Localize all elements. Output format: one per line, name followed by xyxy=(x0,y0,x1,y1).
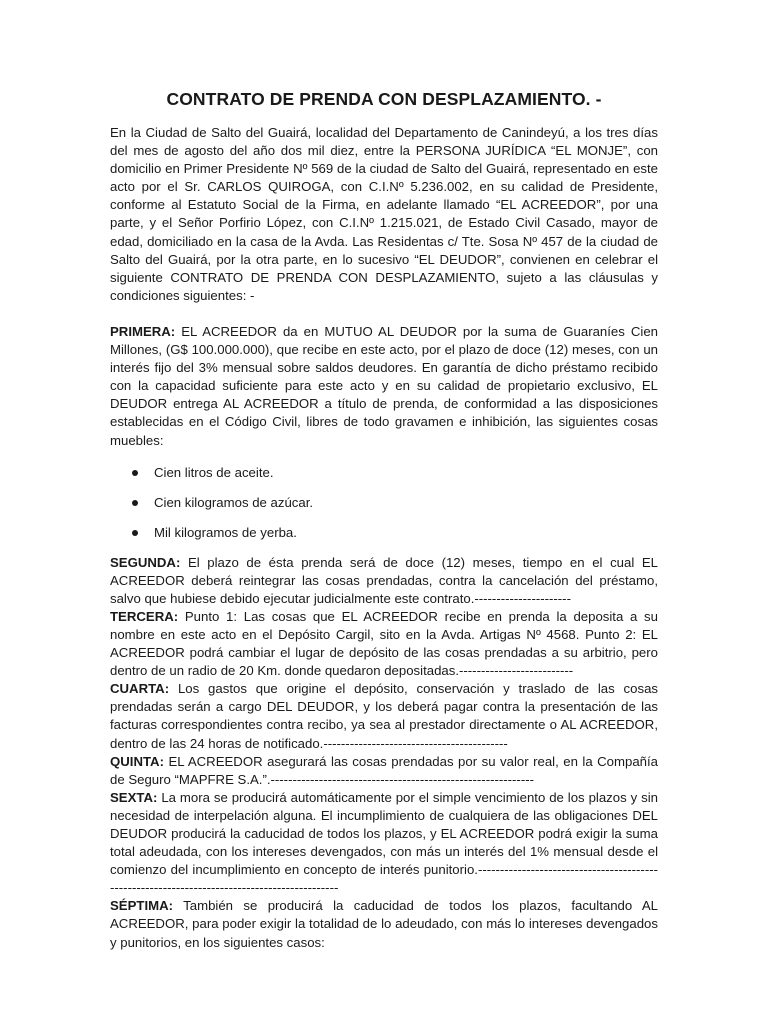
list-item xyxy=(132,494,658,512)
list-item-text: Cien litros de aceite. xyxy=(154,464,274,480)
bullet-icon xyxy=(132,530,138,536)
clause-segunda xyxy=(110,554,658,608)
clause-heading: CUARTA: xyxy=(110,681,170,697)
clause-text: Punto 1: Las cosas que EL ACREEDOR recibe en prenda la deposita a su nombre en este acto en el Depósito Cargil, sito en la Avda. Artigas Nº 4568. Punto 2: EL ACREEDOR podrá cambiar el lugar de depósito de las cosas prendadas a su arbitrio, pero dentro de un radio de 20 Km. donde quedaron depositadas.-------------------------- xyxy=(110,608,658,679)
clause-heading: SEXTA: xyxy=(110,789,158,805)
list-item xyxy=(132,464,658,482)
clause-tercera xyxy=(110,608,658,680)
clause-heading: QUINTA: xyxy=(110,753,164,769)
clause-heading: SÉPTIMA: xyxy=(110,898,174,914)
clause-text: EL ACREEDOR asegurará las cosas prendadas por su valor real, en la Compañía de Seguro “MAPFRE S.A.”.------------------------------------------------------------ xyxy=(110,753,658,787)
bullet-icon xyxy=(132,500,138,506)
bullet-icon xyxy=(132,470,138,476)
clause-cuarta xyxy=(110,680,658,752)
intro-paragraph: En la Ciudad de Salto del Guairá, localidad del Departamento de Canindeyú, a los tres días del mes de agosto del año dos mil diez, entre la PERSONA JURÍDICA “EL MONJE”, con domicilio en Primer Presidente Nº 569 de la ciudad de Salto del Guairá, representado en este acto por el Sr. CARLOS QUIROGA, con C.I.Nº 5.236.002, en su calidad de Presidente, conforme al Estatuto Social de la Firma, en adelante llamado “EL ACREEDOR”, por una parte, y el Señor Porfirio López, con C.I.Nº 1.215.021, de Estado Civil Casado, mayor de edad, domiciliado en la casa de la Avda. Las Residentas c/ Tte. Sosa Nº 457 de la ciudad de Salto del Guairá, por la otra parte, en lo sucesivo “EL DEUDOR”, convienen en celebrar el siguiente CONTRATO DE PRENDA CON DESPLAZAMIENTO, sujeto a las cláusulas y condiciones siguientes: - xyxy=(110,125,658,303)
clause-text: EL ACREEDOR da en MUTUO AL DEUDOR por la suma de Guaraníes Cien Millones, (G$ 100.000.000), que recibe en este acto, por el plazo de doce (12) meses, con un interés fijo del 3% mensual sobre saldos deudores. En garantía de dicho préstamo recibido con la capacidad suficiente para este acto y en su calidad de propietario exclusivo, EL DEUDOR entrega AL ACREEDOR a título de prenda, de conformidad a las disposiciones establecidas en el Código Civil, libres de todo gravamen e inhibición, las siguientes cosas muebles: xyxy=(110,323,658,448)
list-item xyxy=(132,524,658,542)
clause-sexta xyxy=(110,789,658,898)
clause-text: También se producirá la caducidad de todos los plazos, facultando AL ACREEDOR, para poder exigir la totalidad de lo adeudado, con más lo intereses devengados y punitorios, en los siguientes casos: xyxy=(110,898,658,950)
document-title: CONTRATO DE PRENDA CON DESPLAZAMIENTO. - xyxy=(166,89,602,109)
clause-heading: TERCERA: xyxy=(110,608,179,624)
clause-quinta xyxy=(110,753,658,789)
clause-text: El plazo de ésta prenda será de doce (12) meses, tiempo en el cual EL ACREEDOR deberá reintegrar las cosas prendadas, contra la cancelación del préstamo, salvo que hubiese debido ejecutar judicialmente este contrato.---------------------- xyxy=(110,554,658,606)
list-item-text: Mil kilogramos de yerba. xyxy=(154,524,297,540)
pledged-items-list xyxy=(110,464,658,542)
clause-heading: SEGUNDA: xyxy=(110,554,181,570)
clause-primera xyxy=(110,323,658,450)
clause-text: La mora se producirá automáticamente por el simple vencimiento de los plazos y sin necesidad de interpelación alguna. El incumplimiento de cualquiera de las obligaciones DEL DEUDOR producirá la caducidad de todos los plazos, y EL ACREEDOR podrá exigir la suma total adeudada, con los intereses devengados, con más un interés del 1% mensual desde el comienzo del incumplimiento en concepto de interés punitorio.--------------------------------------------------------------------------------------------- xyxy=(110,789,658,896)
clause-septima xyxy=(110,897,658,951)
clause-heading: PRIMERA: xyxy=(110,323,176,339)
list-item-text: Cien kilogramos de azúcar. xyxy=(154,494,314,510)
clause-text: Los gastos que origine el depósito, conservación y traslado de las cosas prendadas serán a cargo DEL DEUDOR, y los deberá pagar contra la presentación de las facturas correspondientes contra recibo, ya sea al prestador directamente o AL ACREEDOR, dentro de las 24 horas de notificado.------------------------------------------ xyxy=(110,681,658,751)
